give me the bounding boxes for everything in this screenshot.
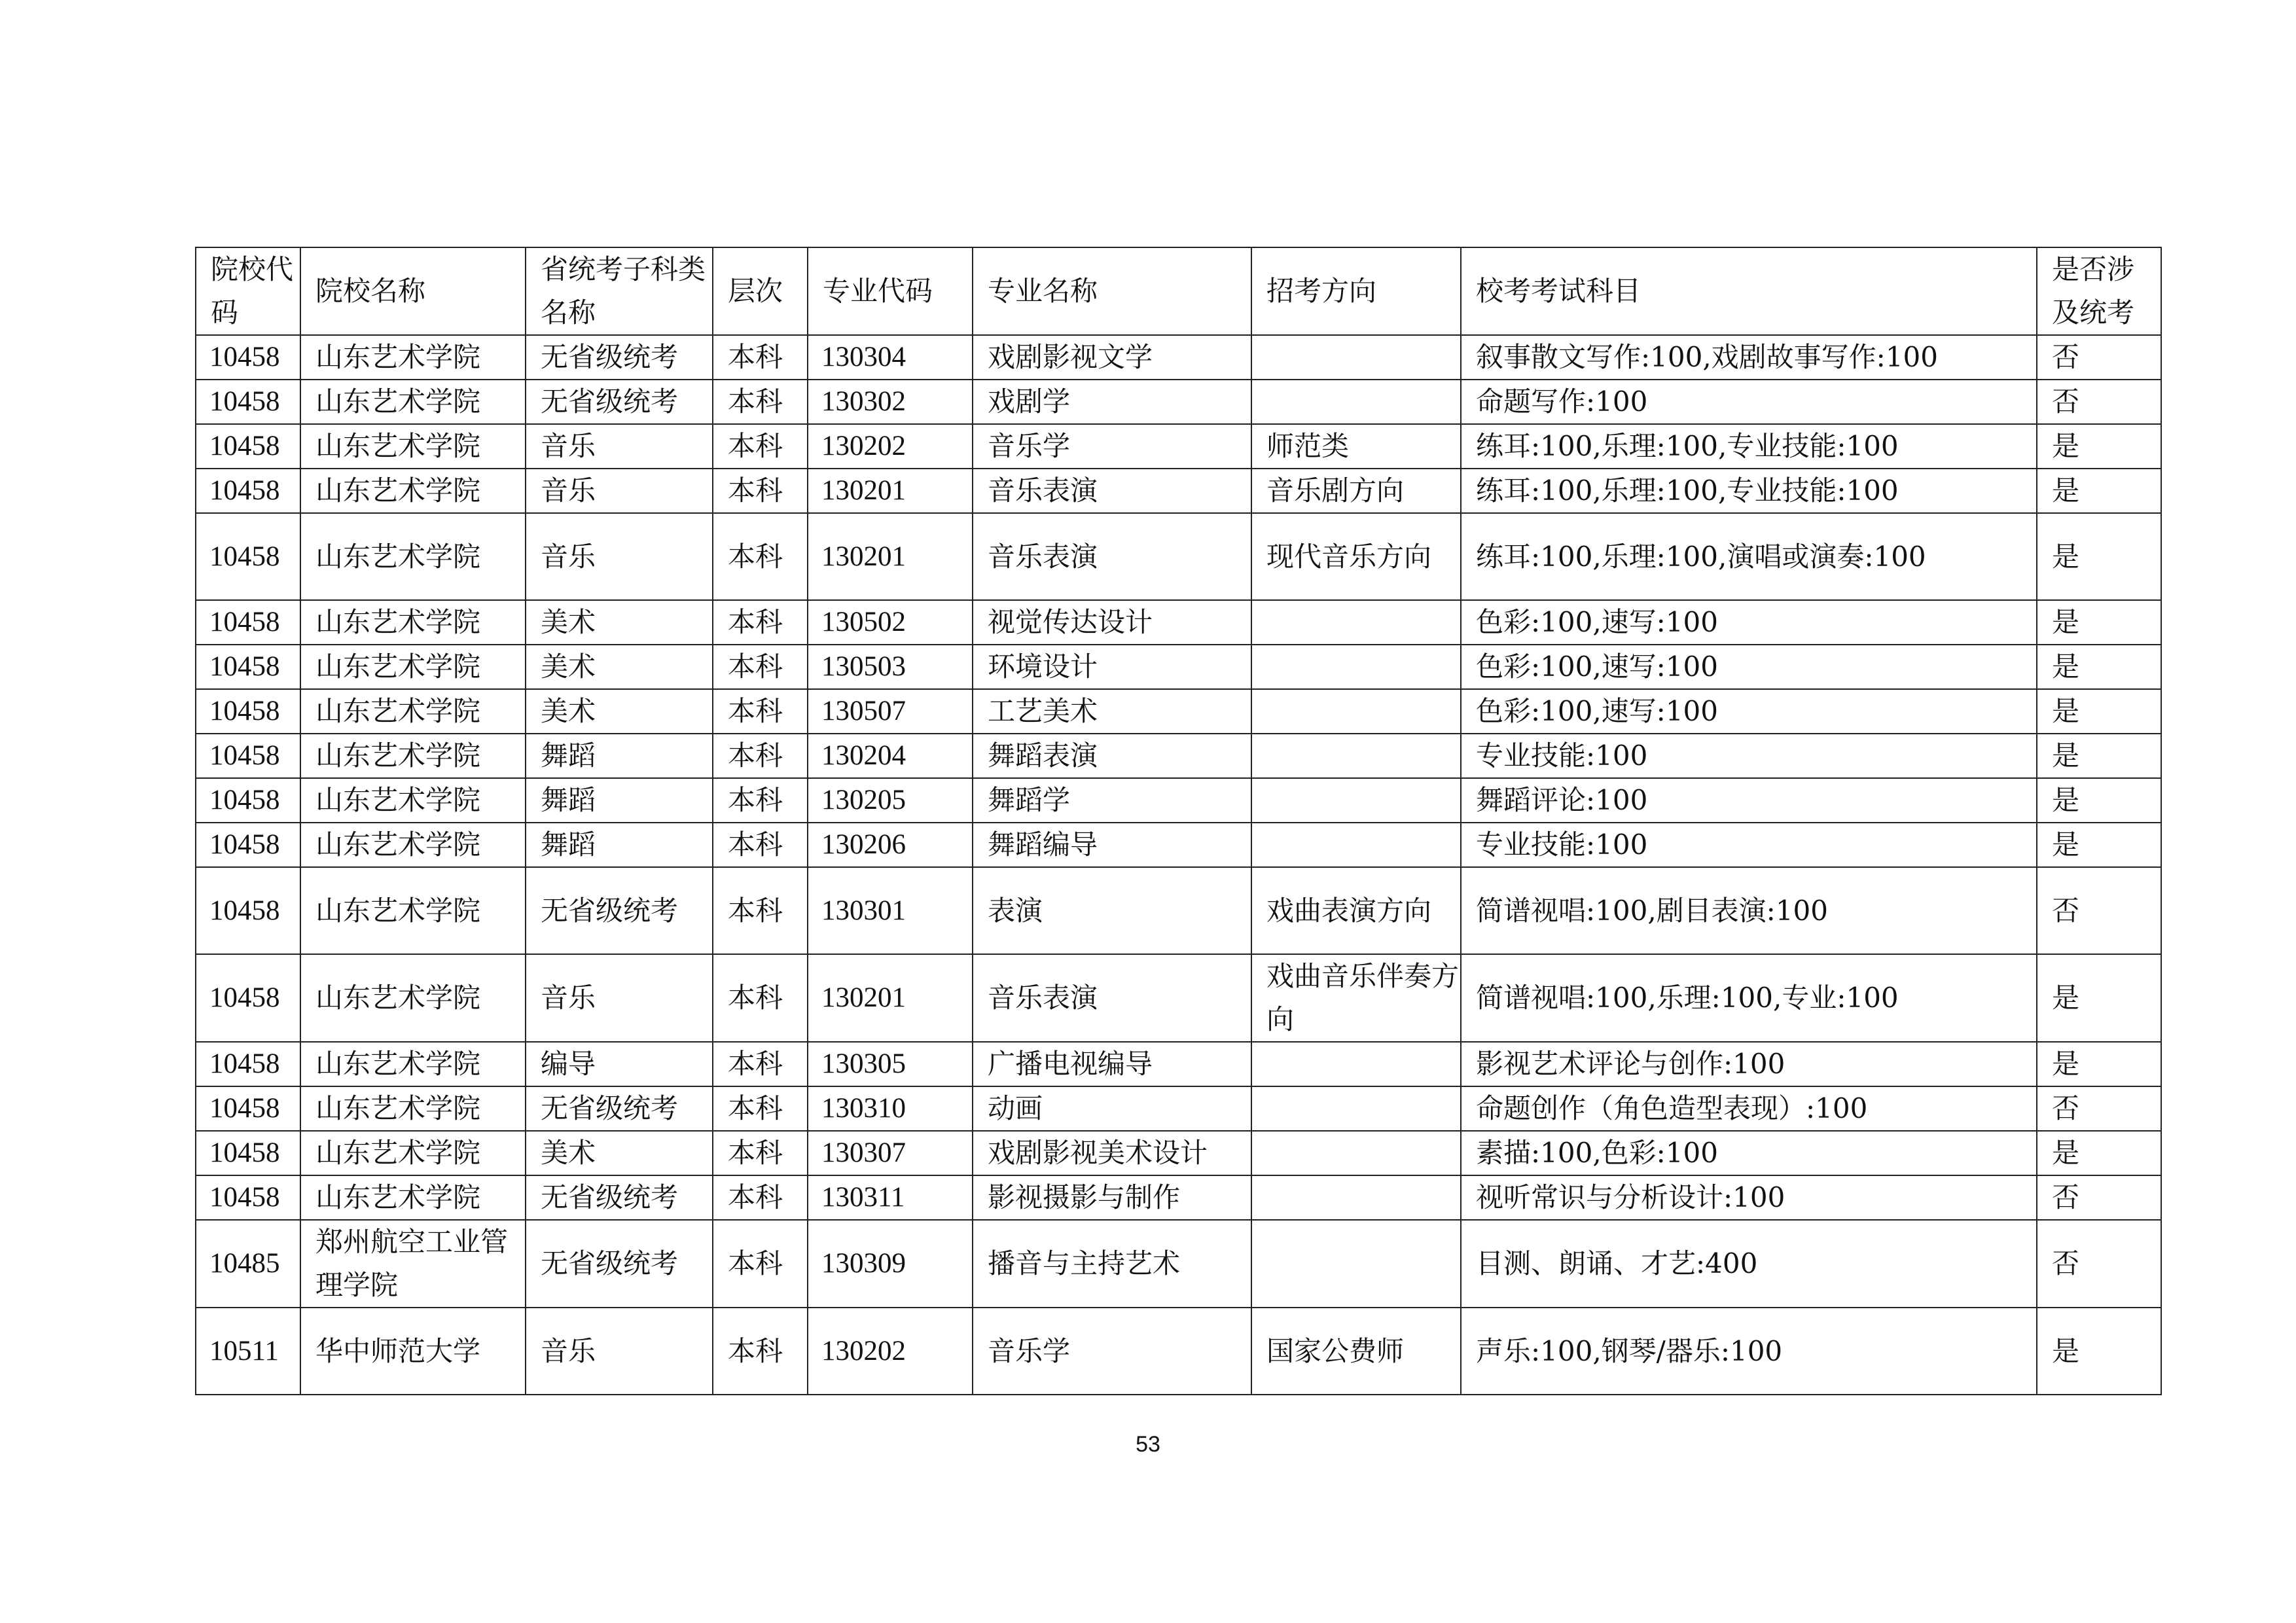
cell-major-code: 130301 [808, 867, 973, 954]
cell-level: 本科 [713, 645, 808, 689]
cell-school-code: 10458 [196, 1086, 300, 1131]
cell-school-name: 山东艺术学院 [300, 823, 526, 867]
cell-school-code: 10458 [196, 823, 300, 867]
cell-unified-exam: 否 [2037, 335, 2161, 380]
cell-school-code: 10485 [196, 1220, 300, 1308]
cell-level: 本科 [713, 1086, 808, 1131]
cell-subcategory: 美术 [526, 1131, 713, 1175]
cell-level: 本科 [713, 1175, 808, 1220]
cell-exam-subjects: 练耳:100,乐理:100,专业技能:100 [1461, 469, 2037, 513]
cell-unified-exam: 是 [2037, 513, 2161, 600]
cell-exam-subjects: 命题写作:100 [1461, 380, 2037, 424]
cell-direction: 音乐剧方向 [1251, 469, 1461, 513]
cell-school-code: 10511 [196, 1308, 300, 1395]
cell-direction [1251, 1086, 1461, 1131]
cell-subcategory: 无省级统考 [526, 1220, 713, 1308]
cell-major-code: 130307 [808, 1131, 973, 1175]
cell-level: 本科 [713, 469, 808, 513]
cell-major-name: 影视摄影与制作 [973, 1175, 1251, 1220]
cell-subcategory: 音乐 [526, 424, 713, 469]
table-row [196, 1042, 2161, 1086]
table-row [196, 469, 2161, 513]
cell-major-code: 130302 [808, 380, 973, 424]
cell-direction [1251, 335, 1461, 380]
cell-major-name: 视觉传达设计 [973, 600, 1251, 645]
cell-unified-exam: 是 [2037, 823, 2161, 867]
table-row [196, 1308, 2161, 1395]
cell-subcategory: 美术 [526, 645, 713, 689]
cell-subcategory: 音乐 [526, 954, 713, 1042]
cell-unified-exam: 是 [2037, 778, 2161, 823]
cell-exam-subjects: 舞蹈评论:100 [1461, 778, 2037, 823]
cell-major-name: 音乐表演 [973, 513, 1251, 600]
cell-major-name: 戏剧学 [973, 380, 1251, 424]
cell-level: 本科 [713, 335, 808, 380]
cell-major-code: 130304 [808, 335, 973, 380]
cell-school-name: 山东艺术学院 [300, 954, 526, 1042]
cell-exam-subjects: 命题创作（角色造型表现）:100 [1461, 1086, 2037, 1131]
cell-subcategory: 舞蹈 [526, 823, 713, 867]
cell-exam-subjects: 专业技能:100 [1461, 734, 2037, 778]
cell-major-name: 环境设计 [973, 645, 1251, 689]
cell-subcategory: 编导 [526, 1042, 713, 1086]
cell-subcategory: 音乐 [526, 469, 713, 513]
cell-major-name: 动画 [973, 1086, 1251, 1131]
cell-school-name: 山东艺术学院 [300, 600, 526, 645]
cell-school-code: 10458 [196, 513, 300, 600]
cell-direction [1251, 689, 1461, 734]
header-major-code: 专业代码 [808, 247, 973, 335]
cell-school-code: 10458 [196, 1131, 300, 1175]
cell-major-name: 音乐表演 [973, 954, 1251, 1042]
header-unified-exam: 是否涉及统考 [2037, 247, 2161, 335]
table-header-row [196, 247, 2161, 335]
cell-exam-subjects: 影视艺术评论与创作:100 [1461, 1042, 2037, 1086]
header-school-code: 院校代码 [196, 247, 300, 335]
cell-school-name: 山东艺术学院 [300, 1175, 526, 1220]
cell-direction: 现代音乐方向 [1251, 513, 1461, 600]
cell-school-name: 山东艺术学院 [300, 380, 526, 424]
cell-major-code: 130502 [808, 600, 973, 645]
cell-level: 本科 [713, 380, 808, 424]
cell-school-code: 10458 [196, 600, 300, 645]
cell-subcategory: 音乐 [526, 513, 713, 600]
cell-major-code: 130305 [808, 1042, 973, 1086]
cell-unified-exam: 否 [2037, 1086, 2161, 1131]
cell-exam-subjects: 目测、朗诵、才艺:400 [1461, 1220, 2037, 1308]
cell-unified-exam: 是 [2037, 1042, 2161, 1086]
table-row [196, 954, 2161, 1042]
cell-exam-subjects: 素描:100,色彩:100 [1461, 1131, 2037, 1175]
table-row [196, 335, 2161, 380]
cell-direction [1251, 823, 1461, 867]
cell-level: 本科 [713, 689, 808, 734]
table-row [196, 1175, 2161, 1220]
header-direction: 招考方向 [1251, 247, 1461, 335]
cell-major-name: 戏剧影视美术设计 [973, 1131, 1251, 1175]
cell-school-name: 山东艺术学院 [300, 335, 526, 380]
cell-major-name: 表演 [973, 867, 1251, 954]
cell-school-name: 山东艺术学院 [300, 469, 526, 513]
cell-school-name: 山东艺术学院 [300, 1131, 526, 1175]
cell-school-code: 10458 [196, 469, 300, 513]
cell-exam-subjects: 色彩:100,速写:100 [1461, 689, 2037, 734]
cell-subcategory: 无省级统考 [526, 335, 713, 380]
cell-direction [1251, 778, 1461, 823]
cell-major-code: 130202 [808, 424, 973, 469]
cell-level: 本科 [713, 1042, 808, 1086]
cell-unified-exam: 是 [2037, 645, 2161, 689]
cell-school-code: 10458 [196, 734, 300, 778]
cell-school-name: 郑州航空工业管理学院 [300, 1220, 526, 1308]
cell-school-name: 山东艺术学院 [300, 645, 526, 689]
cell-major-code: 130205 [808, 778, 973, 823]
table-row [196, 1086, 2161, 1131]
cell-exam-subjects: 叙事散文写作:100,戏剧故事写作:100 [1461, 335, 2037, 380]
cell-school-name: 山东艺术学院 [300, 734, 526, 778]
cell-school-name: 山东艺术学院 [300, 513, 526, 600]
cell-school-code: 10458 [196, 1175, 300, 1220]
cell-school-name: 山东艺术学院 [300, 778, 526, 823]
table-row [196, 734, 2161, 778]
cell-major-name: 戏剧影视文学 [973, 335, 1251, 380]
cell-major-code: 130507 [808, 689, 973, 734]
cell-unified-exam: 是 [2037, 689, 2161, 734]
cell-level: 本科 [713, 513, 808, 600]
admissions-table [195, 247, 2162, 1395]
cell-major-code: 130309 [808, 1220, 973, 1308]
cell-school-code: 10458 [196, 954, 300, 1042]
cell-subcategory: 无省级统考 [526, 1175, 713, 1220]
cell-direction: 戏曲表演方向 [1251, 867, 1461, 954]
cell-major-code: 130311 [808, 1175, 973, 1220]
cell-direction [1251, 645, 1461, 689]
table-row [196, 689, 2161, 734]
cell-unified-exam: 是 [2037, 1131, 2161, 1175]
cell-level: 本科 [713, 1308, 808, 1395]
cell-direction: 国家公费师 [1251, 1308, 1461, 1395]
cell-subcategory: 无省级统考 [526, 867, 713, 954]
cell-direction [1251, 734, 1461, 778]
cell-direction [1251, 1131, 1461, 1175]
cell-direction: 戏曲音乐伴奏方向 [1251, 954, 1461, 1042]
cell-school-code: 10458 [196, 778, 300, 823]
cell-level: 本科 [713, 954, 808, 1042]
cell-unified-exam: 是 [2037, 954, 2161, 1042]
cell-unified-exam: 否 [2037, 1175, 2161, 1220]
cell-level: 本科 [713, 867, 808, 954]
cell-major-code: 130206 [808, 823, 973, 867]
cell-exam-subjects: 色彩:100,速写:100 [1461, 600, 2037, 645]
table-row [196, 513, 2161, 600]
cell-unified-exam: 是 [2037, 1308, 2161, 1395]
cell-school-name: 山东艺术学院 [300, 424, 526, 469]
cell-level: 本科 [713, 600, 808, 645]
cell-direction [1251, 1220, 1461, 1308]
cell-school-name: 华中师范大学 [300, 1308, 526, 1395]
table-row [196, 778, 2161, 823]
cell-subcategory: 舞蹈 [526, 778, 713, 823]
cell-major-name: 音乐学 [973, 1308, 1251, 1395]
cell-school-name: 山东艺术学院 [300, 1042, 526, 1086]
cell-school-code: 10458 [196, 424, 300, 469]
cell-major-code: 130202 [808, 1308, 973, 1395]
cell-unified-exam: 是 [2037, 734, 2161, 778]
cell-level: 本科 [713, 1220, 808, 1308]
cell-school-code: 10458 [196, 867, 300, 954]
cell-school-code: 10458 [196, 1042, 300, 1086]
cell-major-name: 广播电视编导 [973, 1042, 1251, 1086]
table-row [196, 867, 2161, 954]
cell-unified-exam: 否 [2037, 1220, 2161, 1308]
cell-school-name: 山东艺术学院 [300, 689, 526, 734]
cell-major-name: 音乐表演 [973, 469, 1251, 513]
cell-subcategory: 美术 [526, 600, 713, 645]
table-row [196, 380, 2161, 424]
table-row [196, 645, 2161, 689]
cell-major-name: 音乐学 [973, 424, 1251, 469]
cell-subcategory: 无省级统考 [526, 380, 713, 424]
cell-subcategory: 舞蹈 [526, 734, 713, 778]
table-row [196, 600, 2161, 645]
cell-unified-exam: 否 [2037, 867, 2161, 954]
cell-unified-exam: 否 [2037, 380, 2161, 424]
header-school-name: 院校名称 [300, 247, 526, 335]
cell-school-name: 山东艺术学院 [300, 1086, 526, 1131]
table-row [196, 1131, 2161, 1175]
cell-exam-subjects: 简谱视唱:100,剧目表演:100 [1461, 867, 2037, 954]
header-exam-subjects: 校考考试科目 [1461, 247, 2037, 335]
cell-direction [1251, 1042, 1461, 1086]
cell-major-name: 播音与主持艺术 [973, 1220, 1251, 1308]
cell-exam-subjects: 专业技能:100 [1461, 823, 2037, 867]
cell-level: 本科 [713, 424, 808, 469]
cell-direction: 师范类 [1251, 424, 1461, 469]
cell-school-code: 10458 [196, 689, 300, 734]
cell-major-name: 舞蹈学 [973, 778, 1251, 823]
table-row [196, 424, 2161, 469]
table-row [196, 1220, 2161, 1308]
cell-subcategory: 无省级统考 [526, 1086, 713, 1131]
cell-major-code: 130201 [808, 469, 973, 513]
cell-direction [1251, 1175, 1461, 1220]
cell-school-code: 10458 [196, 645, 300, 689]
cell-subcategory: 美术 [526, 689, 713, 734]
cell-major-code: 130310 [808, 1086, 973, 1131]
cell-major-name: 工艺美术 [973, 689, 1251, 734]
cell-unified-exam: 是 [2037, 424, 2161, 469]
cell-school-code: 10458 [196, 335, 300, 380]
cell-major-code: 130201 [808, 513, 973, 600]
cell-direction [1251, 600, 1461, 645]
header-level: 层次 [713, 247, 808, 335]
cell-level: 本科 [713, 734, 808, 778]
cell-major-code: 130201 [808, 954, 973, 1042]
cell-unified-exam: 是 [2037, 600, 2161, 645]
cell-major-code: 130503 [808, 645, 973, 689]
cell-school-name: 山东艺术学院 [300, 867, 526, 954]
cell-subcategory: 音乐 [526, 1308, 713, 1395]
cell-exam-subjects: 练耳:100,乐理:100,专业技能:100 [1461, 424, 2037, 469]
cell-exam-subjects: 视听常识与分析设计:100 [1461, 1175, 2037, 1220]
header-major-name: 专业名称 [973, 247, 1251, 335]
header-subcategory: 省统考子科类名称 [526, 247, 713, 335]
cell-unified-exam: 是 [2037, 469, 2161, 513]
cell-exam-subjects: 练耳:100,乐理:100,演唱或演奏:100 [1461, 513, 2037, 600]
cell-major-name: 舞蹈表演 [973, 734, 1251, 778]
table-row [196, 823, 2161, 867]
cell-exam-subjects: 声乐:100,钢琴/器乐:100 [1461, 1308, 2037, 1395]
cell-level: 本科 [713, 823, 808, 867]
cell-direction [1251, 380, 1461, 424]
cell-major-name: 舞蹈编导 [973, 823, 1251, 867]
cell-school-code: 10458 [196, 380, 300, 424]
cell-exam-subjects: 色彩:100,速写:100 [1461, 645, 2037, 689]
cell-exam-subjects: 简谱视唱:100,乐理:100,专业:100 [1461, 954, 2037, 1042]
page-number: 53 [1136, 1432, 1160, 1457]
cell-level: 本科 [713, 1131, 808, 1175]
cell-level: 本科 [713, 778, 808, 823]
cell-major-code: 130204 [808, 734, 973, 778]
